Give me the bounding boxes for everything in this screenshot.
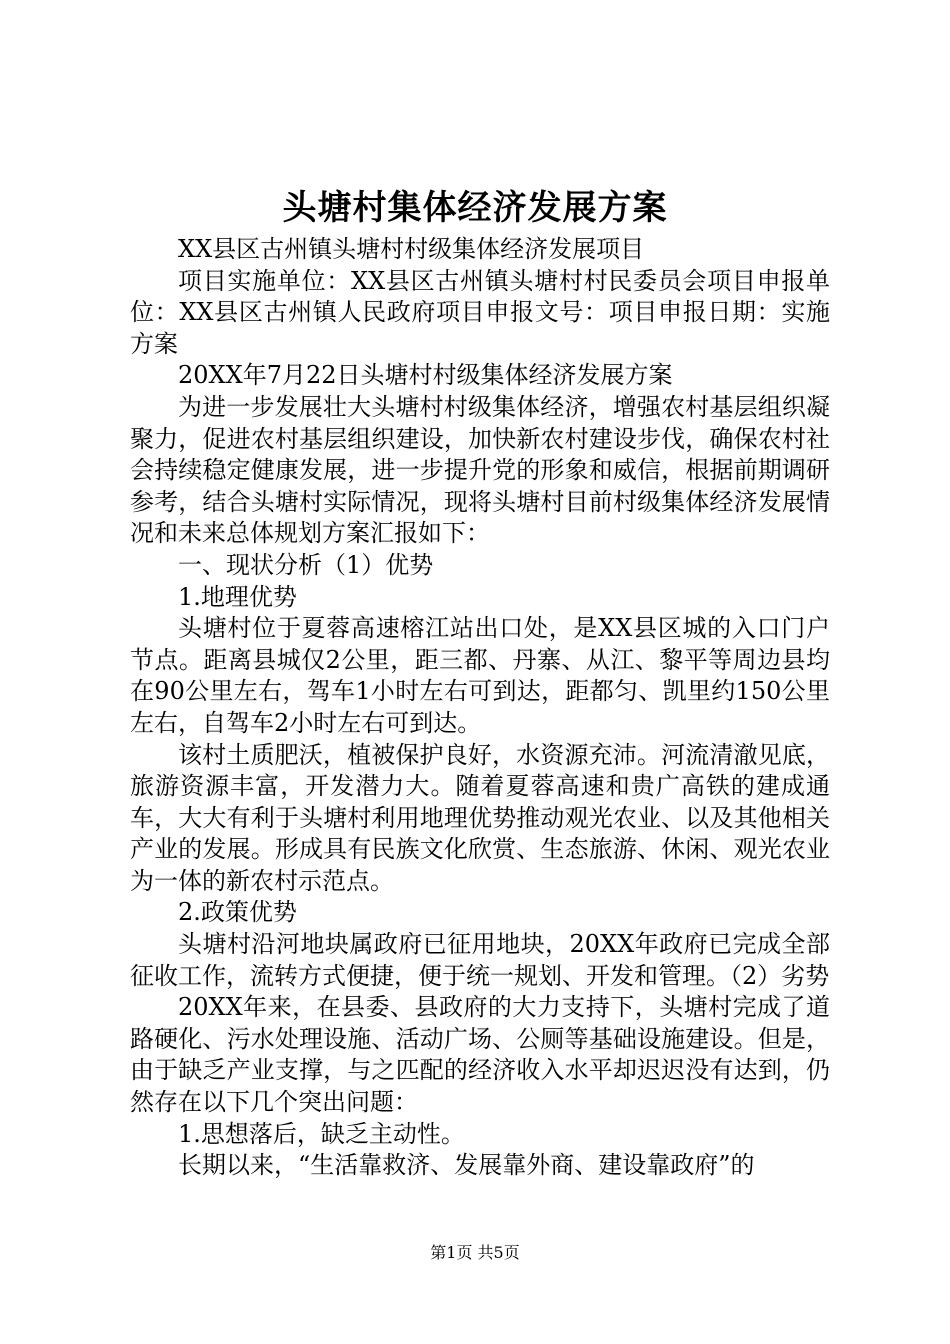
section-heading: 一、现状分析（1）优势 (178, 550, 434, 579)
paragraph: 长期以来，“生活靠救济、发展靠外商、建设靠政府”的 (178, 1151, 755, 1180)
paragraph: 该村土质肥沃，植被保护良好，水资源充沛。河流清澈见底，旅游资源丰富，开发潜力大。随着夏蓉高速和贵广高铁的建成通车，大大有利于头塘村利用地理优势推动观光农业、以及其他相关产业的发展。形成具有民族文化欣赏、生态旅游、休闲、观光农业为一体的新农村示范点。 (130, 740, 830, 895)
document-title: 头塘村集体经济发展方案 (282, 188, 668, 228)
document-body (130, 234, 830, 1182)
page-footer: 第1页 共5页 (430, 1243, 520, 1262)
paragraph: 项目实施单位：XX县区古州镇头塘村村民委员会项目申报单位：XX县区古州镇人民政府项目申报文号：项目申报日期：实施方案 (130, 266, 830, 358)
paragraph: 头塘村位于夏蓉高速榕江站出口处，是XX县区城的入口门户节点。距离县城仅2公里，距三都、丹寨、从江、黎平等周边县均在90公里左右，驾车1小时左右可到达，距都匀、凯里约150公里左右，自驾车2小时左右可到达。 (130, 614, 830, 737)
paragraph: 20XX年来，在县委、县政府的大力支持下，头塘村完成了道路硬化、污水处理设施、活动广场、公厕等基础设施建设。但是，由于缺乏产业支撑，与之匹配的经济收入水平却迟迟没有达到，仍然存在以下几个突出问题： (130, 993, 830, 1117)
paragraph: 20XX年7月22日头塘村村级集体经济发展方案 (178, 361, 673, 390)
subsection-heading: 2.政策优势 (178, 898, 297, 927)
paragraph: 头塘村沿河地块属政府已征用地块，20XX年政府已完成全部征收工作，流转方式便捷，便于统一规划、开发和管理。（2）劣势 (130, 930, 830, 990)
paragraph: XX县区古州镇头塘村村级集体经济发展项目 (178, 235, 645, 263)
paragraph: 为进一步发展壮大头塘村村级集体经济，增强农村基层组织凝聚力，促进农村基层组织建设，加快新农村建设步伐，确保农村社会持续稳定健康发展，进一步提升党的形象和威信，根据前期调研参考，结合头塘村实际情况，现将头塘村目前村级集体经济发展情况和未来总体规划方案汇报如下： (130, 392, 830, 548)
subsection-heading: 1.地理优势 (178, 582, 297, 611)
subsection-heading: 1.思想落后，缺乏主动性。 (178, 1119, 465, 1148)
